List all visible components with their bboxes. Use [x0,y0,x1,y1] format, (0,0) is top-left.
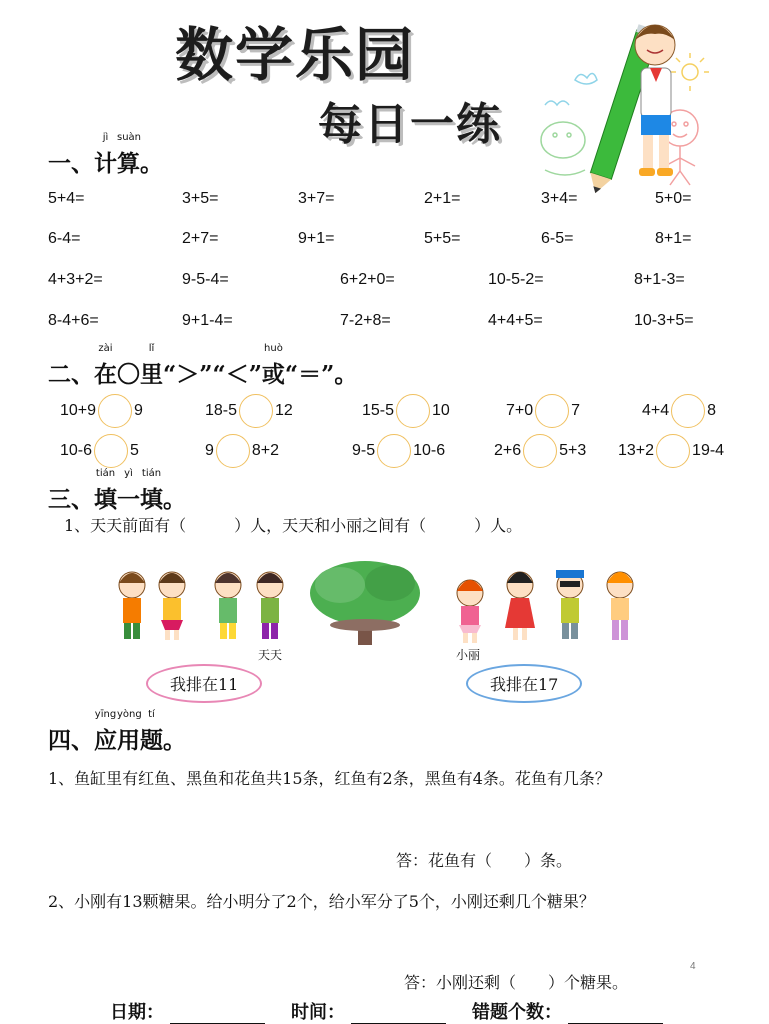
section-4-heading: 四、 yīng 应 yòng 用 tí 题。 [48,709,186,754]
word-problem-2: 2、小刚有13颗糖果。给小明分了2个，给小军分了5个，小刚还剩几个糖果？ [48,892,595,911]
equation: 10-3+5= [634,312,694,329]
boy-with-pencil-illustration [535,10,735,195]
date-label: 日期： [110,1002,164,1023]
page-title: 数学乐园 [175,21,416,89]
word-problem-1: 1、鱼缸里有红鱼、黑鱼和花鱼共15条，红鱼有2条，黑鱼有4条。花鱼有几条？ [48,769,611,788]
equation: 3+5= [182,190,219,207]
answer-line-1: 答：花鱼有（ ）条。 [396,851,573,870]
comparison-item [506,394,580,428]
comparison-item [60,434,139,468]
time-label: 时间： [291,1002,345,1023]
comparison-item [352,434,445,468]
equation: 6+2+0= [340,271,395,288]
compare-left: 13+2 [618,442,655,459]
equation: 9+1-4= [182,312,233,329]
time-field[interactable] [351,1005,446,1024]
compare-right: 9 [134,402,143,419]
equation: 3+7= [298,190,335,207]
comparison-item [205,394,293,428]
equation: 2+7= [182,230,219,247]
comparison-item [60,394,143,428]
equation: 3+4= [541,190,578,207]
comparison-item [618,434,724,468]
comparison-item [205,434,279,468]
equation: 5+0= [655,190,692,207]
answer-circle[interactable] [216,434,250,468]
label-tiantian: 天天 [258,648,283,662]
answer-circle[interactable] [239,394,273,428]
compare-left: 2+6 [494,442,522,459]
equation: 5+4= [48,190,85,207]
compare-right: 7 [571,402,581,419]
compare-left: 9 [205,442,214,459]
answer-circle[interactable] [656,434,690,468]
label-xiaoli: 小丽 [456,648,481,662]
equation: 4+3+2= [48,271,103,288]
compare-left: 10+9 [60,402,97,419]
kid-figure [257,572,283,639]
date-field[interactable] [170,1005,265,1024]
children-queue-illustration [110,555,670,655]
answer-circle[interactable] [98,394,132,428]
compare-right: 8 [707,402,717,419]
speech-bubble-left: 我排在11 [146,664,262,703]
tree-icon [310,561,420,645]
errors-label: 错题个数： [472,1002,562,1023]
kid-figure [159,572,185,640]
answer-circle[interactable] [94,434,128,468]
comparison-item [642,394,716,428]
compare-right: 5+3 [559,442,587,459]
compare-left: 4+4 [642,402,670,419]
kid-figure [607,572,633,640]
compare-right: 10 [432,402,450,419]
equation: 2+1= [424,190,461,207]
answer-circle[interactable] [535,394,569,428]
equation: 7-2+8= [340,312,391,329]
answer-circle[interactable] [523,434,557,468]
comparison-item [494,434,586,468]
speech-bubble-right: 我排在17 [466,664,582,703]
compare-left: 15-5 [362,402,395,419]
compare-left: 18-5 [205,402,238,419]
kid-figure [457,580,483,643]
answer-line-2: 答：小刚还剩（ ）个糖果。 [404,973,629,992]
kid-figure [505,572,535,640]
comparison-item [362,394,450,428]
compare-left: 7+0 [506,402,534,419]
equation: 9-5-4= [182,271,229,288]
compare-right: 8+2 [251,442,280,459]
equation: 8+1-3= [634,271,685,288]
page-subtitle: 每日一练 [318,99,502,150]
section-2-heading: 二、 zài 在〇 lǐ 里“＞”“＜” huò 或“＝”。 [48,343,358,388]
errors-field[interactable] [568,1005,663,1024]
compare-right: 19-4 [692,442,725,459]
answer-circle[interactable] [671,394,705,428]
compare-left: 9-5 [352,442,376,459]
equation: 9+1= [298,230,335,247]
section-1-heading: 一、 jì 计 suàn 算。 [48,132,163,177]
equation: 4+4+5= [488,312,543,329]
compare-right: 10-6 [413,442,446,459]
compare-left: 10-6 [60,442,93,459]
compare-right: 12 [275,402,293,419]
footer [110,998,663,1024]
answer-circle[interactable] [396,394,430,428]
equation: 8+1= [655,230,692,247]
equation: 6-5= [541,230,574,247]
kid-figure [556,570,584,639]
equation: 8-4+6= [48,312,99,329]
page-number: 4 [690,961,696,972]
compare-right: 5 [130,442,139,459]
kid-figure [119,572,145,639]
equation: 10-5-2= [488,271,544,288]
kid-figure [215,572,241,639]
section-3-heading: 三、 tián 填 yì 一 tián 填。 [48,468,186,513]
equation: 5+5= [424,230,461,247]
answer-circle[interactable] [377,434,411,468]
fill-question-1: 1、天天前面有（ ）人，天天和小丽之间有（ ）人。 [64,516,523,535]
equation: 6-4= [48,230,81,247]
